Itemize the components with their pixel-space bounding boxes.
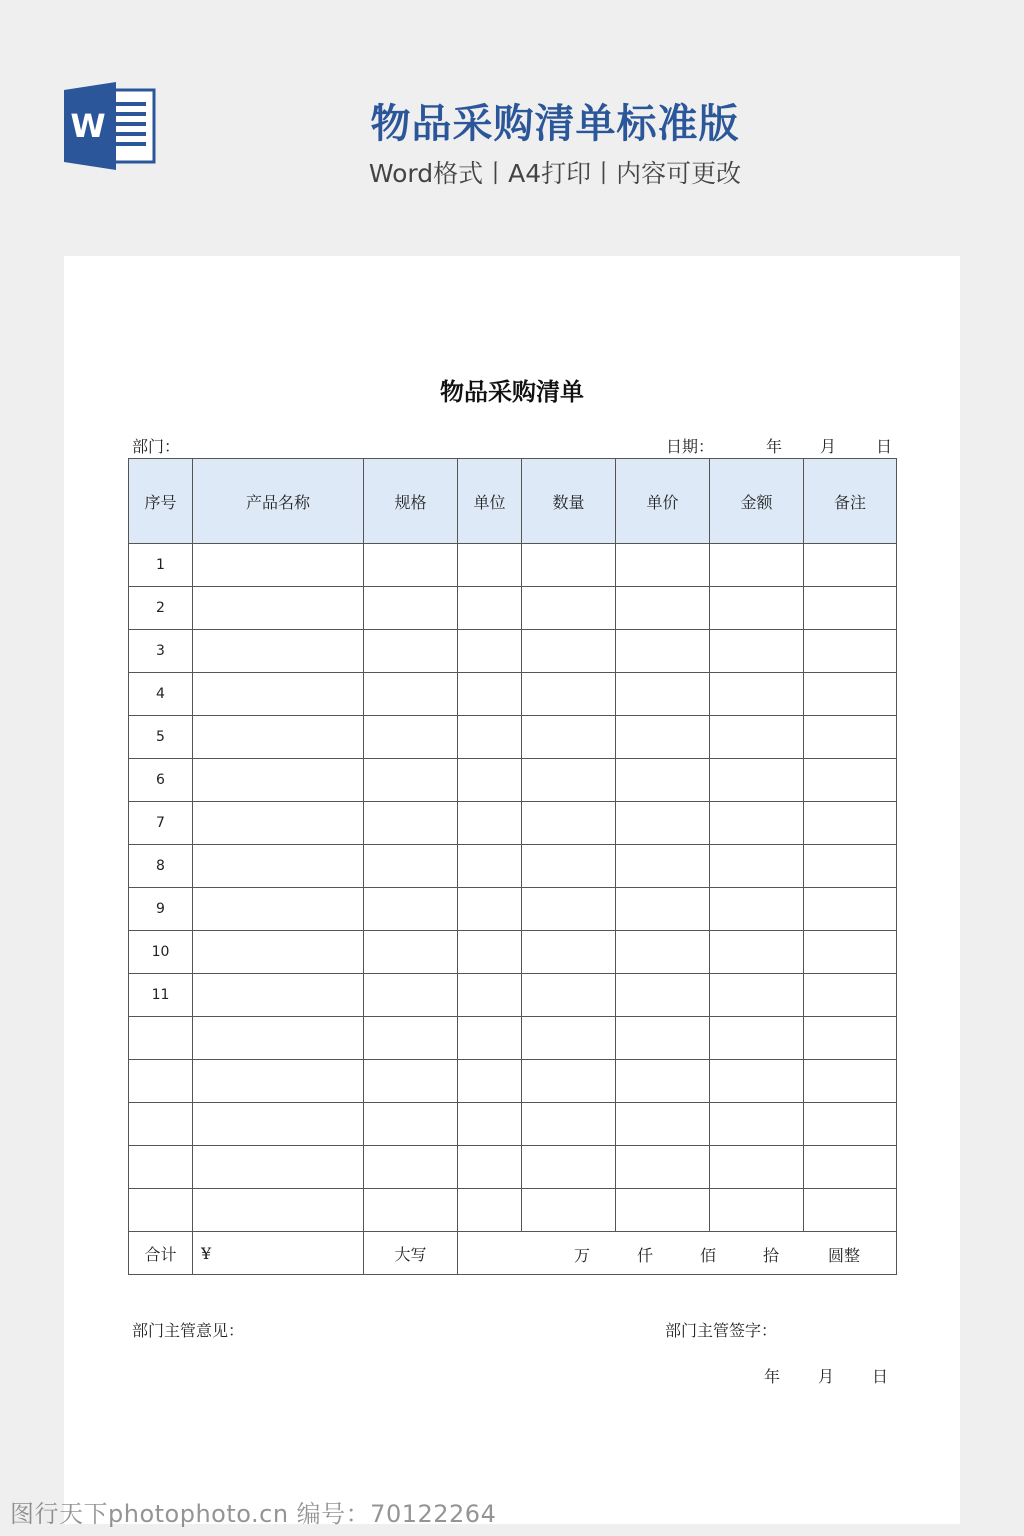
table-cell[interactable] xyxy=(522,888,616,931)
date-month: 月 xyxy=(820,437,837,456)
table-cell[interactable] xyxy=(804,587,897,630)
table-cell[interactable] xyxy=(193,544,364,587)
table-cell[interactable] xyxy=(522,974,616,1017)
table-cell[interactable] xyxy=(364,845,458,888)
table-cell[interactable] xyxy=(710,630,804,673)
table-cell[interactable] xyxy=(710,544,804,587)
table-cell[interactable] xyxy=(364,587,458,630)
row-index: 11 xyxy=(129,974,193,1017)
total-label: 合计 xyxy=(129,1232,193,1275)
table-cell[interactable] xyxy=(458,845,522,888)
table-cell[interactable] xyxy=(804,1103,897,1146)
table-row xyxy=(129,845,897,888)
table-cell[interactable] xyxy=(616,630,710,673)
table-cell[interactable] xyxy=(804,802,897,845)
table-cell[interactable] xyxy=(522,544,616,587)
table-cell[interactable] xyxy=(522,1103,616,1146)
unit-yuan-zheng: 圆整 xyxy=(828,1246,861,1265)
sign-year: 年 xyxy=(764,1367,781,1386)
table-cell[interactable] xyxy=(458,1189,522,1232)
table-cell[interactable] xyxy=(458,544,522,587)
table-row xyxy=(129,759,897,802)
table-cell[interactable] xyxy=(458,673,522,716)
table-cell[interactable] xyxy=(522,587,616,630)
table-cell[interactable] xyxy=(710,587,804,630)
total-currency[interactable]: ¥ xyxy=(193,1232,364,1275)
banner-subtitle: Word格式丨A4打印丨内容可更改 xyxy=(368,159,742,188)
row-index xyxy=(129,1017,193,1060)
table-row xyxy=(129,716,897,759)
table-cell[interactable] xyxy=(364,759,458,802)
row-index xyxy=(129,1060,193,1103)
table-cell[interactable] xyxy=(364,1103,458,1146)
header-unit: 单位 xyxy=(458,459,522,544)
table-cell[interactable] xyxy=(193,673,364,716)
table-cell[interactable] xyxy=(710,1189,804,1232)
table-cell[interactable] xyxy=(616,931,710,974)
table-cell[interactable] xyxy=(458,716,522,759)
watermark-text: 图行天下photophoto.cn 编号：70122264 xyxy=(10,1500,497,1528)
table-cell[interactable] xyxy=(804,544,897,587)
signature-date xyxy=(764,1364,904,1384)
table-cell[interactable] xyxy=(458,587,522,630)
sign-day: 日 xyxy=(872,1367,889,1386)
table-cell[interactable] xyxy=(616,1146,710,1189)
table-cell[interactable] xyxy=(710,888,804,931)
table-cell[interactable] xyxy=(522,802,616,845)
table-row xyxy=(129,544,897,587)
table-row xyxy=(129,974,897,1017)
total-row xyxy=(129,1232,897,1275)
table-cell[interactable] xyxy=(193,974,364,1017)
table-cell[interactable] xyxy=(458,931,522,974)
table-cell[interactable] xyxy=(804,931,897,974)
table-cell[interactable] xyxy=(458,1017,522,1060)
row-index xyxy=(129,1103,193,1146)
table-cell[interactable] xyxy=(616,1189,710,1232)
table-cell[interactable] xyxy=(522,673,616,716)
table-row xyxy=(129,1017,897,1060)
table-cell[interactable] xyxy=(804,630,897,673)
table-cell[interactable] xyxy=(364,931,458,974)
table-cell[interactable] xyxy=(804,1189,897,1232)
table-row xyxy=(129,1103,897,1146)
sign-month: 月 xyxy=(818,1367,835,1386)
table-cell[interactable] xyxy=(710,974,804,1017)
table-cell[interactable] xyxy=(193,630,364,673)
table-cell[interactable] xyxy=(522,1146,616,1189)
table-row xyxy=(129,1146,897,1189)
document-page xyxy=(64,256,960,1524)
capital-amount-field[interactable] xyxy=(458,1232,897,1275)
table-cell[interactable] xyxy=(364,1060,458,1103)
table-cell[interactable] xyxy=(193,716,364,759)
row-index: 6 xyxy=(129,759,193,802)
table-cell[interactable] xyxy=(710,802,804,845)
table-cell[interactable] xyxy=(364,974,458,1017)
table-cell[interactable] xyxy=(364,1017,458,1060)
date-day: 日 xyxy=(876,437,893,456)
row-index: 5 xyxy=(129,716,193,759)
table-cell[interactable] xyxy=(364,1189,458,1232)
table-cell[interactable] xyxy=(193,1189,364,1232)
table-cell[interactable] xyxy=(710,759,804,802)
table-cell[interactable] xyxy=(364,888,458,931)
table-cell[interactable] xyxy=(193,845,364,888)
table-row xyxy=(129,1189,897,1232)
table-cell[interactable] xyxy=(616,1017,710,1060)
capital-label: 大写 xyxy=(364,1232,458,1275)
table-cell[interactable] xyxy=(522,931,616,974)
table-cell[interactable] xyxy=(193,931,364,974)
table-cell[interactable] xyxy=(616,759,710,802)
table-cell[interactable] xyxy=(522,1189,616,1232)
table-cell[interactable] xyxy=(616,544,710,587)
table-cell[interactable] xyxy=(710,1060,804,1103)
unit-bai: 佰 xyxy=(700,1246,717,1265)
table-header-row xyxy=(129,459,897,544)
supervisor-opinion-label: 部门主管意见： xyxy=(132,1321,245,1340)
row-index xyxy=(129,1189,193,1232)
table-cell[interactable] xyxy=(616,1103,710,1146)
table-row xyxy=(129,802,897,845)
table-cell[interactable] xyxy=(193,1060,364,1103)
document-title: 物品采购清单 xyxy=(440,377,584,406)
table-cell[interactable] xyxy=(616,587,710,630)
row-index: 9 xyxy=(129,888,193,931)
table-cell[interactable] xyxy=(364,716,458,759)
purchase-table xyxy=(128,458,897,1275)
table-cell[interactable] xyxy=(804,845,897,888)
table-cell[interactable] xyxy=(193,1017,364,1060)
table-cell[interactable] xyxy=(804,1017,897,1060)
table-cell[interactable] xyxy=(522,716,616,759)
department-label: 部门： xyxy=(132,437,181,456)
table-row xyxy=(129,888,897,931)
table-cell[interactable] xyxy=(804,1146,897,1189)
table-cell[interactable] xyxy=(364,802,458,845)
table-row xyxy=(129,630,897,673)
table-cell[interactable] xyxy=(710,716,804,759)
table-cell[interactable] xyxy=(458,888,522,931)
word-logo-letter: W xyxy=(70,107,106,145)
row-index: 2 xyxy=(129,587,193,630)
table-cell[interactable] xyxy=(458,630,522,673)
table-row xyxy=(129,673,897,716)
table-cell[interactable] xyxy=(364,544,458,587)
row-index: 3 xyxy=(129,630,193,673)
table-cell[interactable] xyxy=(193,802,364,845)
table-cell[interactable] xyxy=(710,1017,804,1060)
table-cell[interactable] xyxy=(710,1103,804,1146)
header-spec: 规格 xyxy=(364,459,458,544)
table-cell[interactable] xyxy=(804,759,897,802)
table-cell[interactable] xyxy=(364,673,458,716)
table-cell[interactable] xyxy=(193,888,364,931)
table-cell[interactable] xyxy=(804,716,897,759)
header-remarks: 备注 xyxy=(804,459,897,544)
header-index: 序号 xyxy=(129,459,193,544)
row-index: 1 xyxy=(129,544,193,587)
table-cell[interactable] xyxy=(710,931,804,974)
table-cell[interactable] xyxy=(458,1146,522,1189)
banner-title: 物品采购清单标准版 xyxy=(370,101,740,147)
table-cell[interactable] xyxy=(616,974,710,1017)
table-cell[interactable] xyxy=(522,1060,616,1103)
table-cell[interactable] xyxy=(616,845,710,888)
row-index xyxy=(129,1146,193,1189)
table-cell[interactable] xyxy=(522,630,616,673)
table-cell[interactable] xyxy=(458,1060,522,1103)
table-cell[interactable] xyxy=(364,1146,458,1189)
table-cell[interactable] xyxy=(710,845,804,888)
supervisor-signature-label: 部门主管签字： xyxy=(665,1321,778,1340)
table-cell[interactable] xyxy=(804,974,897,1017)
table-cell[interactable] xyxy=(616,673,710,716)
table-cell[interactable] xyxy=(710,673,804,716)
table-cell[interactable] xyxy=(193,759,364,802)
table-row xyxy=(129,931,897,974)
table-row xyxy=(129,587,897,630)
table-cell[interactable] xyxy=(458,759,522,802)
unit-wan: 万 xyxy=(574,1246,591,1265)
unit-qian: 仟 xyxy=(637,1246,654,1265)
header-unit-price: 单价 xyxy=(616,459,710,544)
table-cell[interactable] xyxy=(193,1103,364,1146)
unit-shi: 拾 xyxy=(763,1246,780,1265)
table-cell[interactable] xyxy=(522,845,616,888)
table-cell[interactable] xyxy=(458,974,522,1017)
table-cell[interactable] xyxy=(193,587,364,630)
date-label: 日期： xyxy=(666,437,715,456)
table-cell[interactable] xyxy=(616,1060,710,1103)
table-cell[interactable] xyxy=(193,1146,364,1189)
table-cell[interactable] xyxy=(804,888,897,931)
table-cell[interactable] xyxy=(804,1060,897,1103)
header-product-name: 产品名称 xyxy=(193,459,364,544)
table-cell[interactable] xyxy=(804,673,897,716)
table-cell[interactable] xyxy=(522,759,616,802)
header-quantity: 数量 xyxy=(522,459,616,544)
table-cell[interactable] xyxy=(522,1017,616,1060)
row-index: 8 xyxy=(129,845,193,888)
row-index: 4 xyxy=(129,673,193,716)
date-year: 年 xyxy=(766,437,783,456)
table-cell[interactable] xyxy=(616,888,710,931)
table-cell[interactable] xyxy=(616,802,710,845)
table-cell[interactable] xyxy=(458,802,522,845)
table-cell[interactable] xyxy=(458,1103,522,1146)
row-index: 7 xyxy=(129,802,193,845)
table-cell[interactable] xyxy=(710,1146,804,1189)
table-row xyxy=(129,1060,897,1103)
row-index: 10 xyxy=(129,931,193,974)
word-icon xyxy=(64,82,156,170)
header-amount: 金额 xyxy=(710,459,804,544)
table-cell[interactable] xyxy=(616,716,710,759)
table-cell[interactable] xyxy=(364,630,458,673)
